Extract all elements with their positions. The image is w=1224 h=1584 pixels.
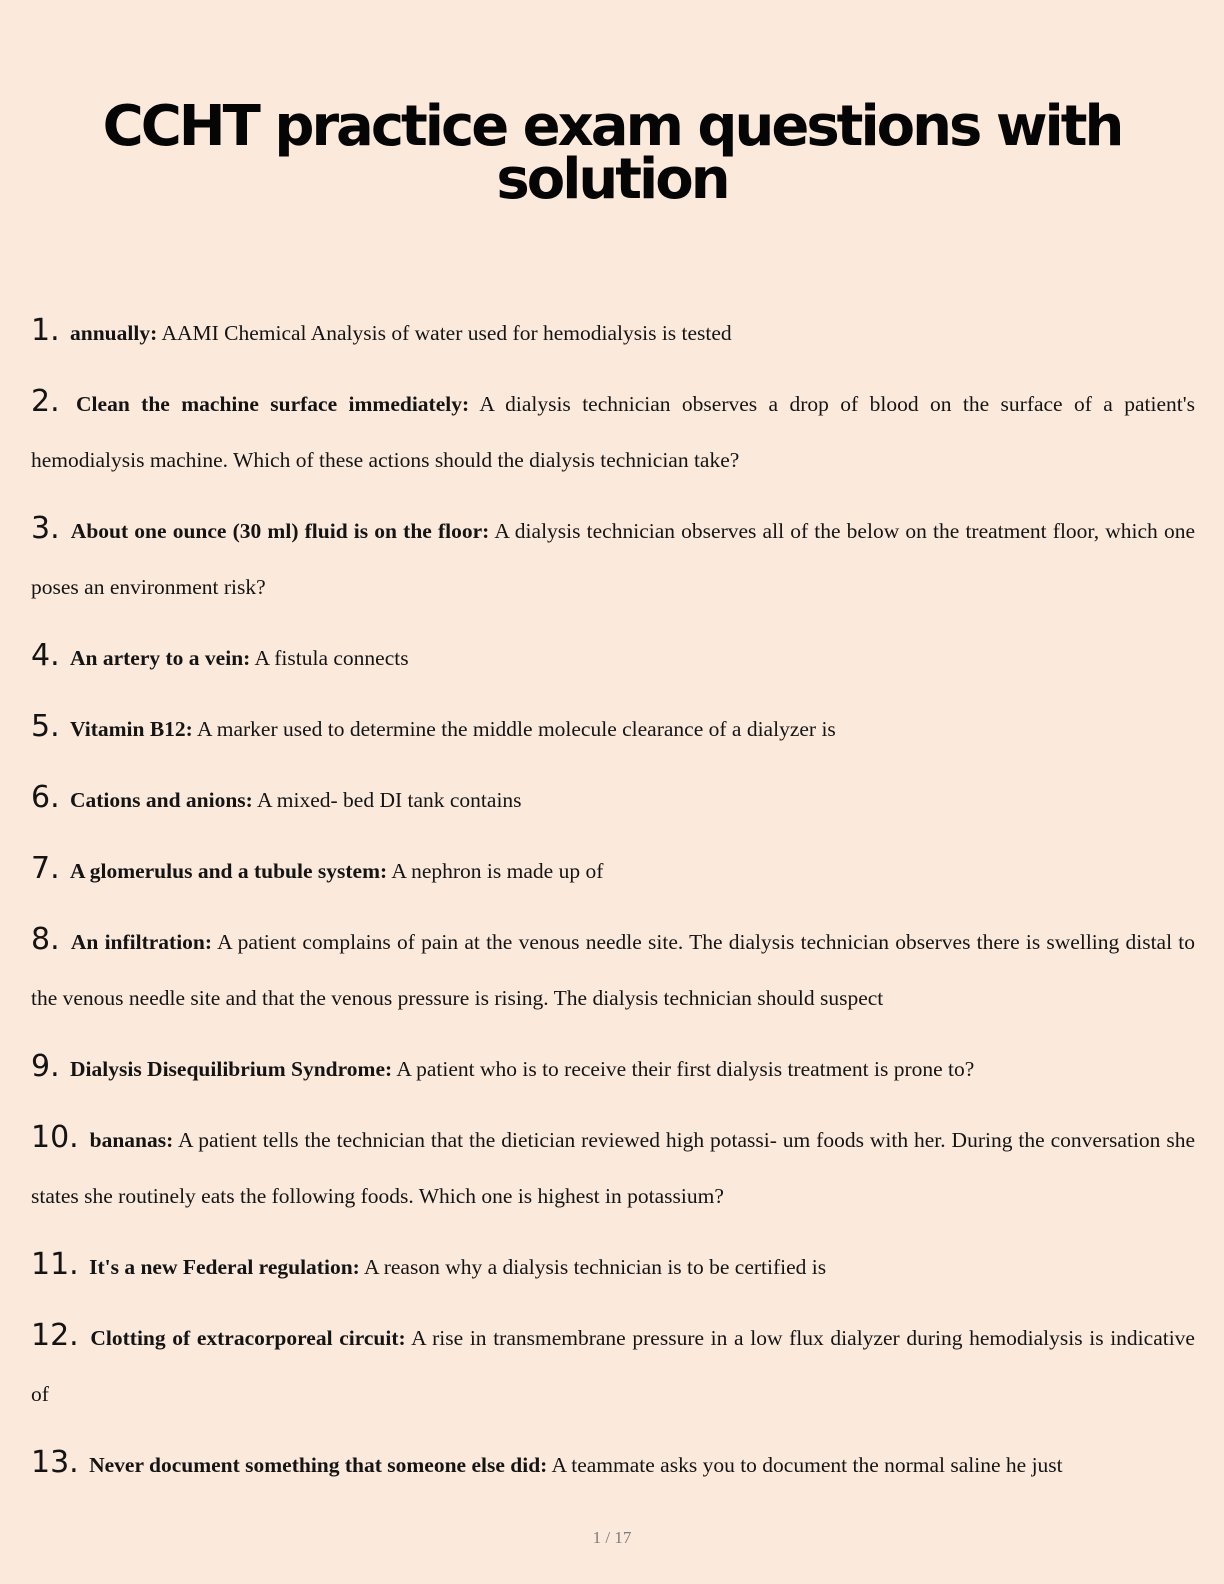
question-number: 8.: [31, 922, 60, 957]
page-number-indicator: 1 / 17: [592, 1528, 632, 1547]
question-text: A fistula connects: [254, 646, 409, 670]
question-text: AAMI Chemical Analysis of water used for hemodialysis is tested: [161, 321, 732, 345]
question-number: 11.: [31, 1247, 79, 1282]
question-text: A dialysis technician observes a drop of blood on the surface of a patient's hemodialysis machine. Which of these actions should the dialysis technician take?: [31, 392, 1195, 472]
exam-question-item-3: [31, 501, 1195, 615]
answer-text: It's a new Federal regulation:: [89, 1255, 360, 1279]
question-text: A teammate asks you to document the normal saline he just: [551, 1453, 1063, 1477]
exam-question-item-11: [31, 1237, 1195, 1295]
question-text: A patient complains of pain at the venous needle site. The dialysis technician observes there is swelling distal to the venous needle site and that the venous pressure is rising. The dialysis technician should suspect: [31, 930, 1196, 1010]
exam-question-item-2: [31, 374, 1195, 488]
exam-question-item-7: [31, 841, 1195, 899]
exam-question-item-9: [31, 1039, 1195, 1097]
page-title: [0, 0, 1224, 212]
exam-question-item-1: [31, 303, 1195, 361]
answer-text: An infiltration:: [70, 930, 213, 954]
question-number: 5.: [31, 709, 60, 744]
question-text: A rise in transmembrane pressure in a low flux dialyzer during hemodialysis is indicative of: [31, 1326, 1195, 1406]
answer-text: Vitamin B12:: [70, 717, 193, 741]
answer-text: Dialysis Disequilibrium Syndrome:: [70, 1057, 393, 1081]
question-number: 1.: [31, 313, 60, 348]
question-number: 9.: [31, 1049, 60, 1084]
question-list: [31, 303, 1195, 1493]
question-number: 2.: [31, 384, 60, 419]
question-number: 13.: [31, 1445, 79, 1480]
question-number: 7.: [31, 851, 60, 886]
exam-question-item-10: [31, 1110, 1195, 1224]
question-text: A nephron is made up of: [391, 859, 604, 883]
question-text: A patient who is to receive their first dialysis treatment is prone to?: [396, 1057, 975, 1081]
question-number: 12.: [31, 1318, 79, 1353]
answer-text: annually:: [70, 321, 158, 345]
answer-text: A glomerulus and a tubule system:: [70, 859, 388, 883]
answer-text: Cations and anions:: [70, 788, 253, 812]
answer-text: bananas:: [89, 1128, 174, 1152]
question-number: 3.: [31, 511, 60, 546]
exam-question-item-8: [31, 912, 1195, 1026]
exam-question-item-5: [31, 699, 1195, 757]
answer-text: Clean the machine surface immediately:: [76, 392, 470, 416]
exam-question-item-4: [31, 628, 1195, 686]
question-number: 10.: [31, 1120, 79, 1155]
answer-text: An artery to a vein:: [70, 646, 251, 670]
answer-text: Never document something that someone else did:: [89, 1453, 548, 1477]
answer-text: About one ounce (30 ml) fluid is on the floor:: [70, 519, 490, 543]
question-number: 6.: [31, 780, 60, 815]
question-text: A marker used to determine the middle molecule clearance of a dialyzer is: [197, 717, 836, 741]
page-title-line-1: CCHT practice exam questions with: [102, 94, 1122, 159]
exam-question-item-13: [31, 1435, 1195, 1493]
exam-question-item-12: [31, 1308, 1195, 1422]
question-text: A mixed- bed DI tank contains: [257, 788, 522, 812]
question-text: A dialysis technician observes all of the below on the treatment floor, which one poses an environment risk?: [31, 519, 1196, 599]
exam-question-item-6: [31, 770, 1195, 828]
question-text: A patient tells the technician that the dietician reviewed high potassi- um foods with her. During the conversation she states she routinely eats the following foods. Which one is highest in potassium?: [31, 1128, 1195, 1208]
question-number: 4.: [31, 638, 60, 673]
page-title-line-2: solution: [496, 147, 728, 212]
question-text: A reason why a dialysis technician is to be certified is: [364, 1255, 827, 1279]
answer-text: Clotting of extracorporeal circuit:: [90, 1326, 406, 1350]
